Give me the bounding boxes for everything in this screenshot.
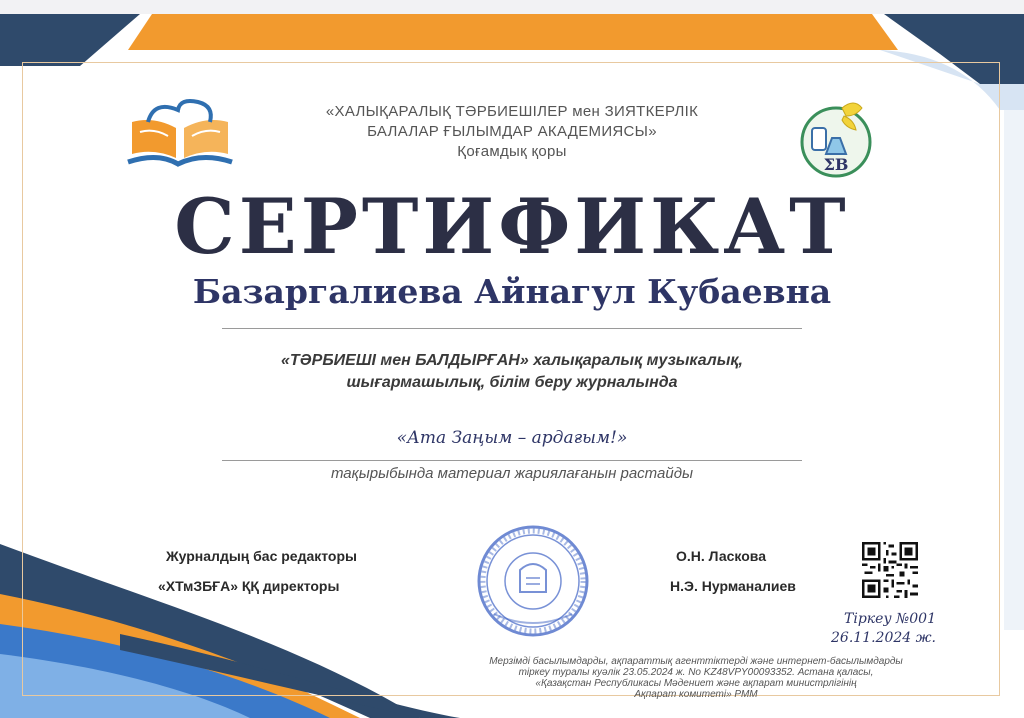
academy-emblem-icon <box>796 98 876 182</box>
footer-line-3: «Қазақстан Республикасы Мәдениет және ақпарат министрлігінің <box>535 678 857 689</box>
confirmation-text: тақырыбында материал жариялағанын растайды <box>330 465 694 482</box>
registration-date: 26.11.2024 ж. <box>831 630 936 646</box>
name-underline <box>222 328 802 329</box>
legal-footer <box>446 656 946 700</box>
organization-name <box>250 102 774 162</box>
certificate-page <box>0 14 1024 718</box>
journal-line-1: «ТӘРБИЕШІ мен БАЛДЫРҒАН» халықаралық музыкалық, <box>281 352 743 369</box>
certificate-title: СЕРТИФИКАТ <box>174 182 850 271</box>
registration-number: Тіркеу №001 <box>844 611 936 627</box>
editor-title: Журналдың бас редакторы <box>166 548 357 564</box>
director-name: Н.Э. Нурманалиев <box>670 578 796 594</box>
editor-name: О.Н. Ласкова <box>676 548 766 564</box>
material-topic: «Ата Заңым – ардағым!» <box>396 428 628 448</box>
qr-code <box>862 542 918 598</box>
footer-line-2: тіркеу туралы куәлік 23.05.2024 ж. No KZ48VPY00093352. Астана қаласы, <box>518 667 874 678</box>
seal-stamp <box>474 522 592 640</box>
svg-text:ΣB: ΣB <box>823 155 849 174</box>
topic-underline <box>222 460 802 461</box>
footer-line-1: Мерзімді басылымдарды, ақпараттық агенттіктерді және интернет-басылымдарды <box>489 656 903 667</box>
registration-info <box>780 610 936 648</box>
recipient-name: Базаргалиева Айнагул Кубаевна <box>192 272 832 311</box>
journal-line-2: шығармашылық, білім беру журналында <box>346 374 678 391</box>
open-book-icon <box>118 92 242 172</box>
journal-description <box>180 350 844 394</box>
organization-line-3: Қоғамдық қоры <box>457 143 567 160</box>
organization-line-1: «ХАЛЫҚАРАЛЫҚ ТӘРБИЕШІЛЕР мен ЗИЯТКЕРЛІК <box>325 103 699 120</box>
director-title: «ХТмЗБҒА» ҚҚ директоры <box>158 578 340 594</box>
organization-line-2: БАЛАЛАР ҒЫЛЫМДАР АКАДЕМИЯСЫ» <box>367 123 657 140</box>
footer-line-4: Ақпарат комитеті» РММ <box>634 689 758 700</box>
